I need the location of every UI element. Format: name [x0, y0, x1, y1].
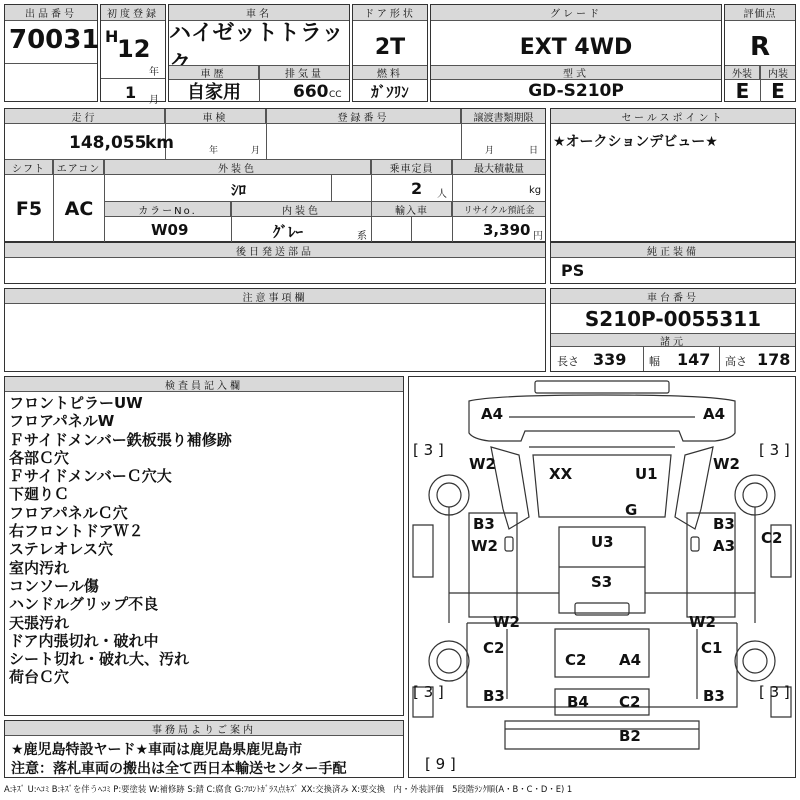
int-color-suffix: 系	[357, 231, 367, 242]
code-b3-right: B3	[713, 515, 735, 533]
first-reg-label: 初度登録	[101, 5, 165, 21]
reg-year: 12	[117, 35, 151, 63]
first-registration-box	[100, 4, 166, 106]
inspection-label: 車検	[166, 109, 266, 124]
inspector-item: フロアパネルW	[9, 412, 115, 431]
office-line-1: ★鹿児島特設ヤード★車両は鹿児島県鹿児島市	[11, 742, 303, 758]
inspection-year-unit: 年	[209, 146, 219, 156]
capacity: 2	[411, 179, 423, 198]
ext-color: ｼﾛ	[231, 181, 247, 199]
car-name-box	[168, 4, 350, 102]
sales-point: ★オークションデビュー★	[553, 134, 718, 150]
height-label: 高さ	[725, 355, 747, 368]
inspector-item: フロアパネルＣ穴	[9, 503, 128, 522]
fuel: ｶﾞｿﾘﾝ	[371, 82, 409, 101]
inspector-item: 各部Ｃ穴	[9, 448, 70, 467]
genuine-label: 純正装備	[551, 243, 795, 258]
specs-label: 諸元	[551, 333, 795, 347]
recycle-unit: 円	[533, 231, 543, 242]
import-label: 輸入車	[372, 202, 452, 217]
recycle: 3,390	[483, 221, 531, 239]
inspector-item: 右フロントドアＷ２	[9, 522, 144, 541]
bracket-front-right: [ 3 ]	[759, 441, 790, 459]
code-a4-front-right: A4	[703, 405, 726, 423]
code-c1: C1	[701, 639, 723, 657]
inspector-item: ステレオレス穴	[9, 540, 113, 559]
score-label: 評価点	[725, 5, 795, 21]
inspector-items	[9, 394, 232, 687]
lot-number-box	[4, 4, 98, 102]
genuine: PS	[561, 261, 585, 280]
exterior-grade-label: 外装	[725, 66, 760, 80]
model-label: 型式	[431, 66, 721, 80]
capacity-label: 乗車定員	[372, 160, 452, 175]
later-parts-label: 後日発送部品	[5, 243, 545, 258]
vehicle-details-box	[4, 108, 546, 242]
code-c2-left: C2	[483, 639, 505, 657]
code-c2-bed: C2	[565, 651, 587, 669]
code-b3-left: B3	[473, 515, 495, 533]
office-line-2: 注意：落札車両の搬出は全て西日本輸送センター手配	[11, 761, 347, 777]
damage-diagram	[408, 376, 796, 778]
inspector-item: ドア内張切れ・破れ中	[9, 631, 159, 650]
bracket-rear-right: [ 3 ]	[759, 683, 790, 701]
inspector-item: 荷台Ｃ穴	[9, 668, 70, 687]
mileage-label: 走行	[5, 109, 165, 124]
code-s3: S3	[591, 573, 613, 591]
inspector-item: ＦサイドメンバーＣ穴大	[9, 467, 172, 486]
bracket-rear-left: [ 3 ]	[413, 683, 444, 701]
history: 自家用	[187, 82, 241, 103]
code-b3-rear-right: B3	[703, 687, 725, 705]
bracket-bottom: [ 9 ]	[425, 755, 456, 773]
legend: A:ｷｽﾞ U:ﾍｺﾐ B:ｷｽﾞを伴うﾍｺﾐ P:要塗装 W:補修跡 S:錆 C:腐食 G:ﾌﾛﾝﾄｶﾞﾗｽ点ｷｽﾞ XX:交換済み X:要交換 内・外装評価 5段階ﾗﾝｸ順(A・B・C・D・E) 1	[4, 784, 573, 794]
car-name: ハイゼットトラッ	[169, 21, 344, 46]
transfer-day-unit: 日	[529, 146, 539, 156]
sales-point-label: セールスポイント	[551, 109, 795, 124]
code-xx: XX	[549, 465, 573, 483]
code-w2-front-left: W2	[469, 455, 496, 473]
width: 147	[677, 350, 711, 369]
length-label: 長さ	[557, 355, 579, 368]
ext-color-label: 外装色	[105, 160, 371, 175]
inspector-item: コンソール傷	[9, 576, 99, 595]
max-load-unit: kg	[529, 185, 542, 196]
reg-no-label: 登録番号	[267, 109, 461, 124]
month-unit: 月	[149, 95, 159, 106]
aircon-label: エアコン	[54, 160, 104, 175]
width-label: 幅	[649, 355, 660, 368]
code-c2-rear: C2	[619, 693, 641, 711]
chassis-label: 車台番号	[551, 289, 795, 304]
score-box	[724, 4, 796, 102]
displacement: 660	[293, 82, 329, 102]
color-no: W09	[151, 221, 189, 239]
height: 178	[757, 350, 791, 369]
fuel-label: 燃料	[353, 66, 427, 80]
displacement-label: 排気量	[260, 66, 349, 80]
inspection-month-unit: 月	[251, 146, 261, 156]
code-w2-front-right: W2	[713, 455, 740, 473]
exterior-grade: E	[735, 79, 750, 103]
history-label: 車歴	[169, 66, 259, 80]
office-notice-box	[4, 720, 404, 778]
displacement-unit: CC	[329, 90, 342, 100]
code-b3-rear-left: B3	[483, 687, 505, 705]
chassis-box	[550, 288, 796, 372]
sales-point-box	[550, 108, 796, 242]
model: GD-S210P	[528, 81, 624, 101]
door-label: ドア形状	[353, 5, 427, 21]
inspector-item: 天張汚れ	[9, 613, 70, 632]
recycle-label: リサイクル預託金	[453, 202, 545, 217]
lot-label: 出品番号	[5, 5, 97, 21]
capacity-unit: 人	[437, 189, 447, 200]
mileage-unit: km	[145, 133, 175, 153]
transfer-label: 譲渡書類期限	[462, 109, 545, 124]
interior-grade: E	[771, 79, 785, 103]
code-a3: A3	[713, 537, 736, 555]
office-label: 事務局よりご案内	[5, 721, 403, 736]
inspector-notes-box	[4, 376, 404, 716]
mileage: 148,055	[69, 133, 147, 153]
max-load-label: 最大積載量	[453, 160, 545, 175]
chassis: S210P-0055311	[584, 307, 762, 331]
grade-box	[430, 4, 722, 102]
int-color-label: 内装色	[232, 202, 371, 217]
shift: F5	[15, 197, 43, 220]
code-b4: B4	[567, 693, 589, 711]
color-no-label: カラーNo.	[105, 202, 231, 217]
grade: EXT 4WD	[519, 34, 633, 60]
aircon: AC	[64, 197, 94, 220]
int-color: ｸﾞﾚｰ	[273, 223, 304, 241]
shift-label: シフト	[5, 160, 53, 175]
door-box	[352, 4, 428, 102]
inspector-item: 室内汚れ	[9, 558, 70, 577]
code-c2-right-side: C2	[761, 529, 783, 547]
era: H	[105, 27, 119, 46]
reg-month: 1	[125, 83, 137, 102]
code-g: G	[625, 501, 638, 519]
inspector-item: 下廻りＣ	[9, 485, 70, 504]
transfer-month-unit: 月	[485, 146, 495, 156]
year-unit: 年	[149, 67, 159, 78]
car-name-label: 車名	[169, 5, 349, 21]
notes-label: 注意事項欄	[5, 289, 545, 304]
inspector-item: シート切れ・破れ大、汚れ	[9, 650, 190, 669]
code-u1: U1	[635, 465, 658, 483]
inspector-item: ハンドルグリップ不良	[9, 595, 159, 614]
grade-label: グレード	[431, 5, 721, 21]
inspector-item: フロントピラーUW	[9, 394, 143, 412]
lot-number: 70031	[9, 25, 100, 55]
later-parts-box	[4, 242, 546, 284]
bracket-front-left: [ 3 ]	[413, 441, 444, 459]
length: 339	[593, 350, 627, 369]
score: R	[749, 32, 771, 62]
code-w2-mid-left: W2	[493, 613, 520, 631]
inspector-item: Ｆサイドメンバー鉄板張り補修跡	[9, 430, 232, 449]
code-b2: B2	[619, 727, 641, 745]
code-w2-left: W2	[471, 537, 498, 555]
door: 2T	[374, 34, 406, 60]
code-u3: U3	[591, 533, 614, 551]
notes-box	[4, 288, 546, 372]
code-a4-front-left: A4	[481, 405, 504, 423]
inspector-label: 検査員記入欄	[5, 377, 403, 392]
interior-grade-label: 内装	[761, 66, 795, 80]
code-w2-mid-right: W2	[689, 613, 716, 631]
code-a4-bed: A4	[619, 651, 642, 669]
genuine-equipment-box	[550, 242, 796, 284]
